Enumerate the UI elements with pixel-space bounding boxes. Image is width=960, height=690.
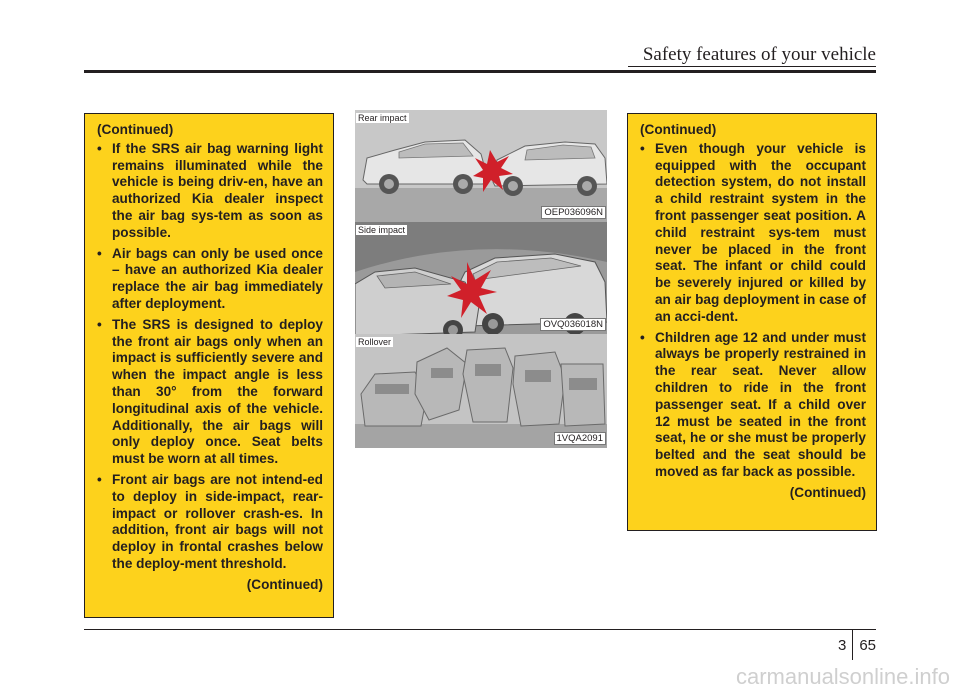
- list-item: [638, 330, 866, 481]
- page-separator: [852, 630, 853, 660]
- bullet-icon: •: [97, 471, 102, 487]
- list-item: [95, 141, 323, 242]
- page-number: [838, 630, 876, 660]
- list-item: [95, 246, 323, 313]
- header-rule: [84, 70, 876, 73]
- list-item: [638, 141, 866, 326]
- figure-side-impact: [355, 222, 607, 334]
- item-text: Even though your vehicle is equipped with the occupant detection system, do not install a child restraint system in the front passenger seat position. A child restraint sys-tem must never be placed in the front seat. The infant or child could be severely injured or killed by an air bag deployment in case of an acci-dent.: [655, 140, 866, 324]
- warning-box-left: [84, 113, 334, 618]
- figure-rollover: [355, 334, 607, 448]
- page-number-value: 65: [859, 636, 876, 654]
- figure-label: Rollover: [358, 337, 392, 347]
- warning-list: [95, 141, 323, 573]
- list-item: [95, 317, 323, 468]
- figure-label: Rear impact: [358, 113, 407, 123]
- item-text: Front air bags are not intend-ed to deploy in side-impact, rear-impact or rollover crash-es. In addition, front air bags will not deploy in frontal crashes below the deploy-ment threshold.: [112, 471, 323, 571]
- figure-rear-impact: [355, 110, 607, 222]
- figure-code: 1VQA2091: [554, 432, 606, 445]
- bullet-icon: •: [640, 140, 645, 156]
- bullet-icon: •: [97, 140, 102, 156]
- illustration-column: [355, 110, 607, 448]
- item-text: Air bags can only be used once – have an authorized Kia dealer replace the air bag immediately after deployment.: [112, 245, 323, 311]
- item-text: The SRS is designed to deploy the front air bags only when an impact is sufficiently severe and when the impact angle is less than 30° from the forward longitudinal axis of the vehicle. Additionally, the air bags will only deploy once. Seat belts must be worn at all times.: [112, 316, 323, 467]
- section-title: Safety features of your vehicle: [642, 44, 876, 65]
- watermark: carmanualsonline.info: [735, 664, 950, 689]
- figure-label: Side impact: [358, 225, 406, 235]
- continued-footer: (Continued): [789, 484, 866, 500]
- figure-code: OVQ036018N: [540, 318, 606, 331]
- item-text: If the SRS air bag warning light remains illuminated while the vehicle is being driv-en, have an authorized Kia dealer inspect the air bag sys-tem as soon as possible.: [112, 140, 323, 240]
- warning-box-right: [627, 113, 877, 531]
- continued-heading: (Continued): [640, 122, 717, 137]
- bullet-icon: •: [97, 316, 102, 332]
- continued-footer: (Continued): [246, 576, 323, 592]
- item-text: Children age 12 and under must always be properly restrained in the rear seat. Never allow children to ride in the front passenger seat. If a child over 12 must be seated in the front seat, he or she must be properly belted and the seat should be moved as far back as possible.: [655, 329, 866, 479]
- footer-rule: [84, 629, 876, 630]
- header-rule-thin: [628, 66, 876, 67]
- list-item: [95, 472, 323, 573]
- rollover-illustration: [355, 334, 607, 448]
- figure-code: OEP036096N: [541, 206, 606, 219]
- continued-heading: (Continued): [97, 122, 174, 137]
- warning-list: [638, 141, 866, 481]
- bullet-icon: •: [640, 329, 645, 345]
- bullet-icon: •: [97, 245, 102, 261]
- chapter-number: 3: [837, 636, 847, 654]
